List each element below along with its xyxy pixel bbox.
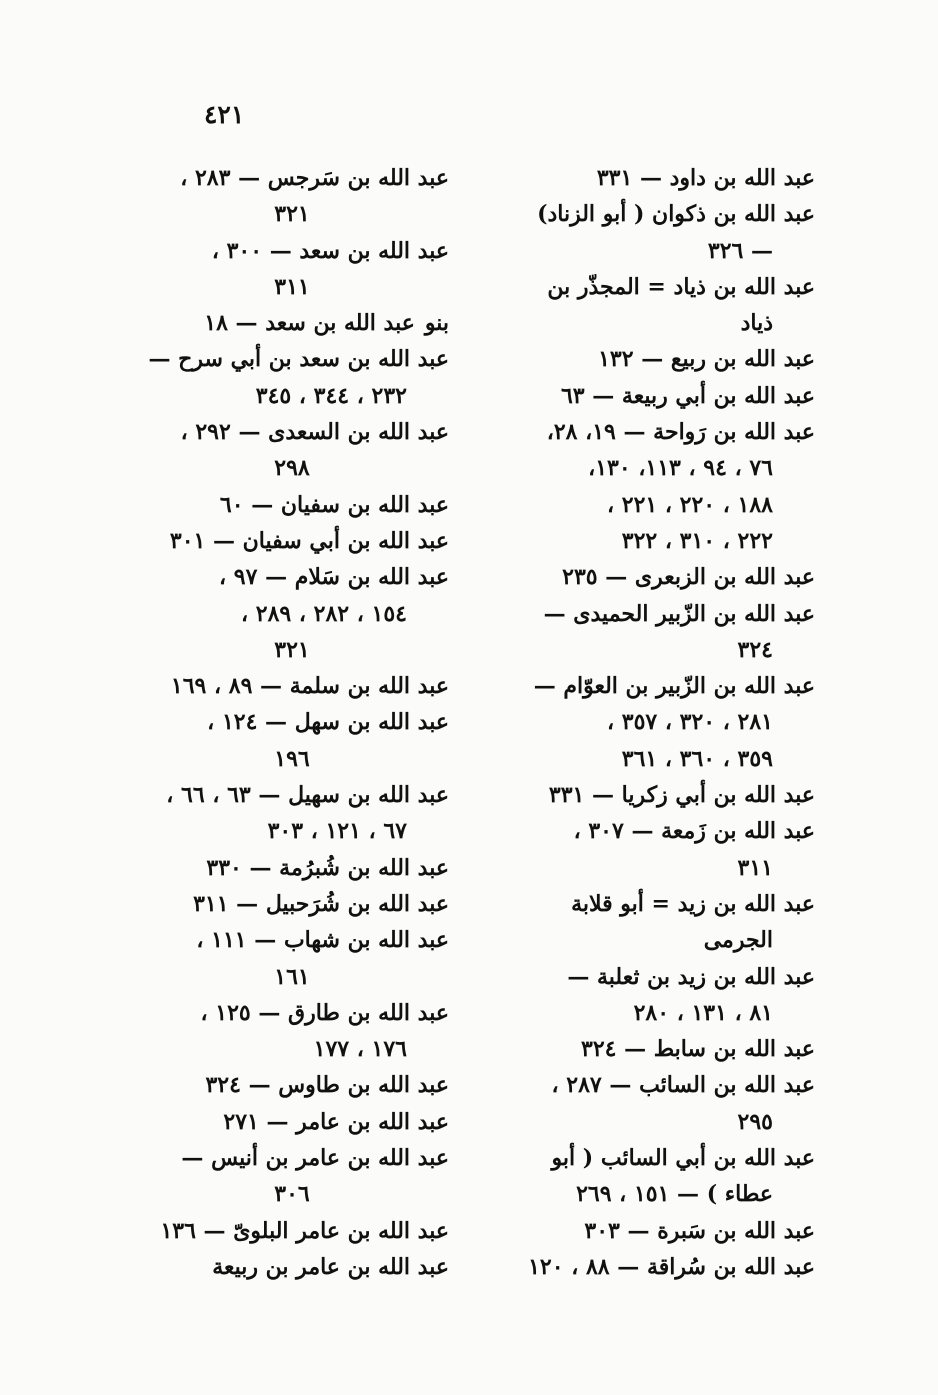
index-entry-line <box>135 269 449 305</box>
index-entry-line <box>503 1104 815 1140</box>
entry-text: عبد الله بن سَلام — ٩٧ ، <box>219 564 449 591</box>
entry-text: عبد الله بن سُراقة — ٨٨ ، ١٢٠ <box>528 1253 815 1280</box>
index-entry-line <box>503 922 815 958</box>
index-entry-line <box>135 1067 449 1103</box>
index-entry-line <box>503 559 815 595</box>
entry-text: عبد الله بن شُرَحبيل — ٣١١ <box>193 890 449 917</box>
index-entry-line <box>503 1213 815 1249</box>
entry-text: عبد الله بن سَبرة — ٣٠٣ <box>584 1217 815 1244</box>
index-entry-line <box>135 1176 449 1212</box>
index-entry-line <box>503 305 815 341</box>
entry-text: ٣١١ <box>737 854 773 881</box>
entry-text: ١٩٦ <box>274 745 310 772</box>
entry-text: عبد الله بن شهاب — ١١١ ، <box>196 927 449 954</box>
entry-text: عبد الله بن زَمعة — ٣٠٧ ، <box>573 818 815 845</box>
entry-text: عبد الله بن سعد بن أبي سرح — <box>148 346 449 373</box>
entry-text: عبد الله بن ذياد = المجذّر بن <box>547 273 815 300</box>
index-entry-line <box>503 196 815 232</box>
index-entry-line <box>135 850 449 886</box>
entry-text: ٣٠٦ <box>274 1181 310 1208</box>
entry-text: ١٨٨ ، ٢٢٠ ، ٢٢١ ، <box>607 491 773 518</box>
index-entry-line <box>503 378 815 414</box>
index-entry-line <box>135 922 449 958</box>
index-entry-line <box>135 450 449 486</box>
index-entry-line <box>503 959 815 995</box>
index-entry-line <box>135 813 449 849</box>
entry-text: عبد الله بن داود — ٣٣١ <box>596 165 815 191</box>
entry-text: ٨١ ، ١٣١ ، ٢٨٠ <box>633 999 773 1026</box>
index-entry-line <box>503 668 815 704</box>
entry-text: عبد الله بن الزبعرى — ٢٣٥ <box>562 564 815 591</box>
entry-text: ٦٧ ، ١٢١ ، ٣٠٣ <box>267 818 407 845</box>
index-entry-line <box>135 233 449 269</box>
entry-text: عبد الله بن رَواحة — ١٩، ٢٨، <box>546 419 815 446</box>
entry-text: عبد الله بن شُبرُمة — ٣٣٠ <box>206 854 449 881</box>
entry-text: ٣١١ <box>274 273 310 300</box>
entry-text: عبد الله بن عامر بن أنيس — <box>181 1145 449 1172</box>
index-entry-line <box>135 1249 449 1285</box>
index-entry-line <box>135 741 449 777</box>
index-entry-line <box>503 523 815 559</box>
entry-text: عبد الله بن سَرجس — ٢٨٣ ، <box>180 165 449 191</box>
entry-text: عبد الله بن طارق — ١٢٥ ، <box>200 999 449 1026</box>
entry-text: عبد الله بن طاوس — ٣٢٤ <box>205 1072 449 1099</box>
index-entry-line <box>503 995 815 1031</box>
entry-text: ٢٨١ ، ٣٢٠ ، ٣٥٧ ، <box>607 709 773 736</box>
index-entry-line <box>135 559 449 595</box>
index-entry-line <box>135 1140 449 1176</box>
index-entry-line <box>135 886 449 922</box>
entry-text: ٢٣٢ ، ٣٤٤ ، ٣٤٥ <box>255 382 407 409</box>
entry-text: عبد الله بن زيد = أبو قلابة <box>571 890 815 917</box>
index-entry-line <box>503 414 815 450</box>
entry-text: عبد الله بن سعد — ٣٠٠ ، <box>211 237 449 264</box>
entry-text: عبد الله بن سعد — ١٨ <box>204 310 415 337</box>
entry-text: عبد الله بن سفيان — ٦٠ <box>219 491 449 518</box>
entry-text: عبد الله بن ذكوان ( أبو الزناد) <box>537 201 815 228</box>
index-entry-line <box>135 378 449 414</box>
entry-prefix: بنو <box>424 310 449 337</box>
index-entry-line <box>135 596 449 632</box>
index-entry-line <box>135 160 449 196</box>
entry-text: عبد الله بن السائب — ٢٨٧ ، <box>551 1072 815 1099</box>
index-entry-line <box>503 341 815 377</box>
index-column-right <box>503 160 815 1285</box>
index-entry-line <box>503 596 815 632</box>
entry-text: عبد الله بن عامر البلوىّ — ١٣٦ <box>160 1217 449 1244</box>
entry-text: الجرمى <box>703 927 773 954</box>
entry-text: عبد الله بن أبي زكريا — ٣٣١ <box>548 782 815 809</box>
entry-text: عبد الله بن عامر — ٢٧١ <box>223 1108 449 1135</box>
entry-text: ٢٢٢ ، ٣١٠ ، ٣٢٢ <box>621 527 773 554</box>
index-entry-line <box>503 704 815 740</box>
index-entry-line <box>135 1031 449 1067</box>
index-entry-line <box>135 704 449 740</box>
entry-text: عبد الله بن ربيع — ١٣٢ <box>598 346 815 373</box>
entry-text: ٧٦ ، ٩٤ ، ١١٣، ١٣٠، <box>588 455 773 482</box>
entry-text: عبد الله بن سهيل — ٦٣ ، ٦٦ ، <box>166 782 449 809</box>
entry-text: عبد الله بن أبي السائب ( أبو <box>551 1145 815 1172</box>
index-entry-line <box>135 414 449 450</box>
index-entry-line <box>503 1140 815 1176</box>
index-entry-line <box>135 487 449 523</box>
index-entry-line <box>503 813 815 849</box>
entry-text: ٢٩٥ <box>737 1108 773 1135</box>
index-entry-line <box>135 777 449 813</box>
index-entry-line <box>135 523 449 559</box>
index-entry-line <box>503 886 815 922</box>
entry-text: ٣٢١ <box>274 636 310 663</box>
index-entry-line <box>503 1176 815 1212</box>
index-entry-line <box>135 632 449 668</box>
index-entry-line <box>135 995 449 1031</box>
index-entry-line <box>503 487 815 523</box>
index-entry-line <box>135 1104 449 1140</box>
entry-text: عبد الله بن الزّبير الحميدى — <box>543 600 815 627</box>
index-entry-line <box>503 850 815 886</box>
entry-text: عبد الله بن سابط — ٣٢٤ <box>581 1036 815 1063</box>
index-entry-line <box>503 160 815 196</box>
index-entry-line <box>503 450 815 486</box>
index-entry-line <box>503 1249 815 1285</box>
index-column-left <box>135 160 449 1285</box>
index-entry-line <box>135 341 449 377</box>
entry-text: ٢٩٨ <box>274 455 310 482</box>
entry-text: ١٦١ <box>274 963 310 990</box>
index-entry-line <box>503 1031 815 1067</box>
index-entry-line <box>503 269 815 305</box>
entry-text: عطاء ) — ١٥١ ، ٢٦٩ <box>576 1181 773 1208</box>
index-entry-line <box>503 233 815 269</box>
entry-text: — ٣٢٦ <box>707 237 773 264</box>
entry-text: عبد الله بن أبي ربيعة — ٦٣ <box>560 382 815 409</box>
index-entry-line <box>503 741 815 777</box>
entry-text: ١٧٦ ، ١٧٧ <box>313 1036 407 1063</box>
page-number: ٤٢١ <box>204 100 245 129</box>
entry-text: ٣٢٤ <box>737 636 773 663</box>
entry-text: عبد الله بن أبي سفيان — ٣٠١ <box>169 527 449 554</box>
entry-text: ٣٥٩ ، ٣٦٠ ، ٣٦١ <box>621 745 773 772</box>
entry-text: عبد الله بن الزّبير بن العوّام — <box>533 673 815 700</box>
entry-text: ٣٢١ <box>274 201 310 228</box>
index-entry-line <box>135 668 449 704</box>
entry-text: عبد الله بن سهل — ١٢٤ ، <box>207 709 449 736</box>
index-entry-line <box>135 196 449 232</box>
entry-text: عبد الله بن السعدى — ٢٩٢ ، <box>180 419 449 446</box>
entry-text: ١٥٤ ، ٢٨٢ ، ٢٨٩ ، <box>241 600 407 627</box>
entry-text: ذياد <box>740 310 773 337</box>
index-entry-line <box>135 305 449 341</box>
index-entry-line <box>503 632 815 668</box>
entry-text: عبد الله بن زيد بن ثعلبة — <box>567 963 815 990</box>
index-entry-line <box>503 777 815 813</box>
entry-text: عبد الله بن عامر بن ربيعة <box>212 1253 449 1280</box>
index-entry-line <box>135 1213 449 1249</box>
index-entry-line <box>503 1067 815 1103</box>
entry-text: عبد الله بن سلمة — ٨٩ ، ١٦٩ <box>170 673 449 700</box>
index-entry-line <box>135 959 449 995</box>
